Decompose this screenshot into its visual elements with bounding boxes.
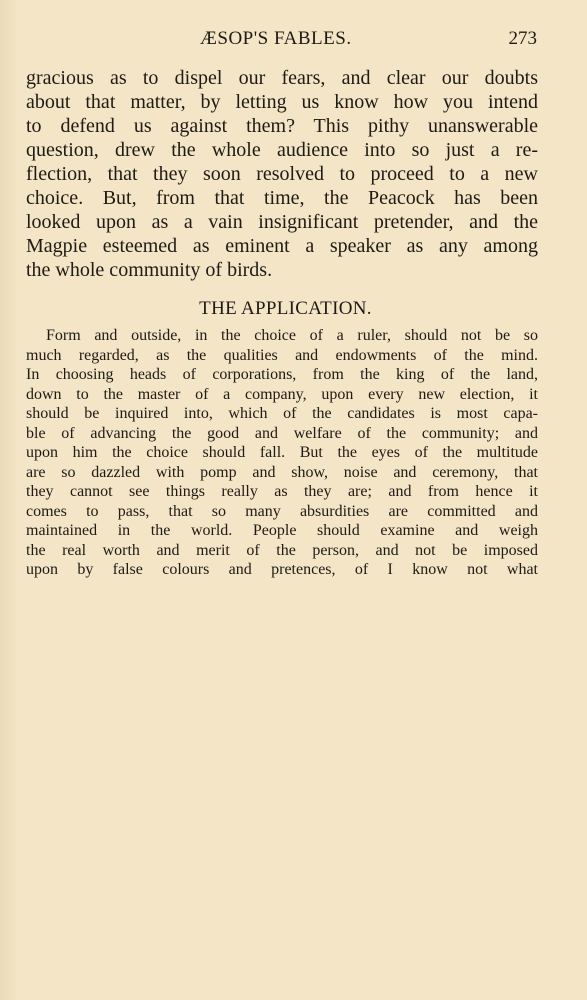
text-line: maintained in the world. People should examine and weigh xyxy=(26,522,538,539)
text-line: are so dazzled with pomp and show, noise and ceremony, that xyxy=(26,463,538,481)
text-line: they cannot see things really as they are; and from hence it xyxy=(26,483,538,500)
text-line: looked upon as a vain insignificant pretender, and the xyxy=(26,211,538,233)
text-line: ble of advancing the good and welfare of the community; and xyxy=(26,424,538,442)
text-line: upon him the choice should fall. But the eyes of the multitude xyxy=(26,444,538,461)
text-line: Form and outside, in the choice of a ruler, should not be so xyxy=(46,327,538,344)
text-line: about that matter, by letting us know how you intend xyxy=(26,91,538,113)
text-line: In choosing heads of corporations, from the king of the land, xyxy=(26,366,538,383)
section-heading: THE APPLICATION. xyxy=(199,298,372,319)
text-line: gracious as to dispel our fears, and clear our doubts xyxy=(26,67,538,89)
text-line: to defend us against them? This pithy unanswerable xyxy=(26,115,538,137)
page-number: 273 xyxy=(508,28,537,49)
text-line: Magpie esteemed as eminent a speaker as any among xyxy=(26,235,538,257)
text-line: upon by false colours and pretences, of I know not what xyxy=(26,561,538,578)
text-line: down to the master of a company, upon every new election, it xyxy=(26,385,538,403)
text-line: much regarded, as the qualities and endowments of the mind. xyxy=(26,346,538,364)
text-line: the whole community of birds. xyxy=(26,259,273,281)
text-line: flection, that they soon resolved to proceed to a new xyxy=(26,163,538,185)
text-line: comes to pass, that so many absurdities are committed and xyxy=(26,502,538,520)
running-head: ÆSOP'S FABLES. xyxy=(200,28,352,49)
text-line: should be inquired into, which of the candidates is most capa- xyxy=(26,405,538,422)
text-line: the real worth and merit of the person, and not be imposed xyxy=(26,541,538,559)
text-line: question, drew the whole audience into so just a re- xyxy=(26,139,538,161)
text-line: choice. But, from that time, the Peacock has been xyxy=(26,187,538,209)
application-text xyxy=(26,326,538,580)
fable-text xyxy=(26,66,538,282)
